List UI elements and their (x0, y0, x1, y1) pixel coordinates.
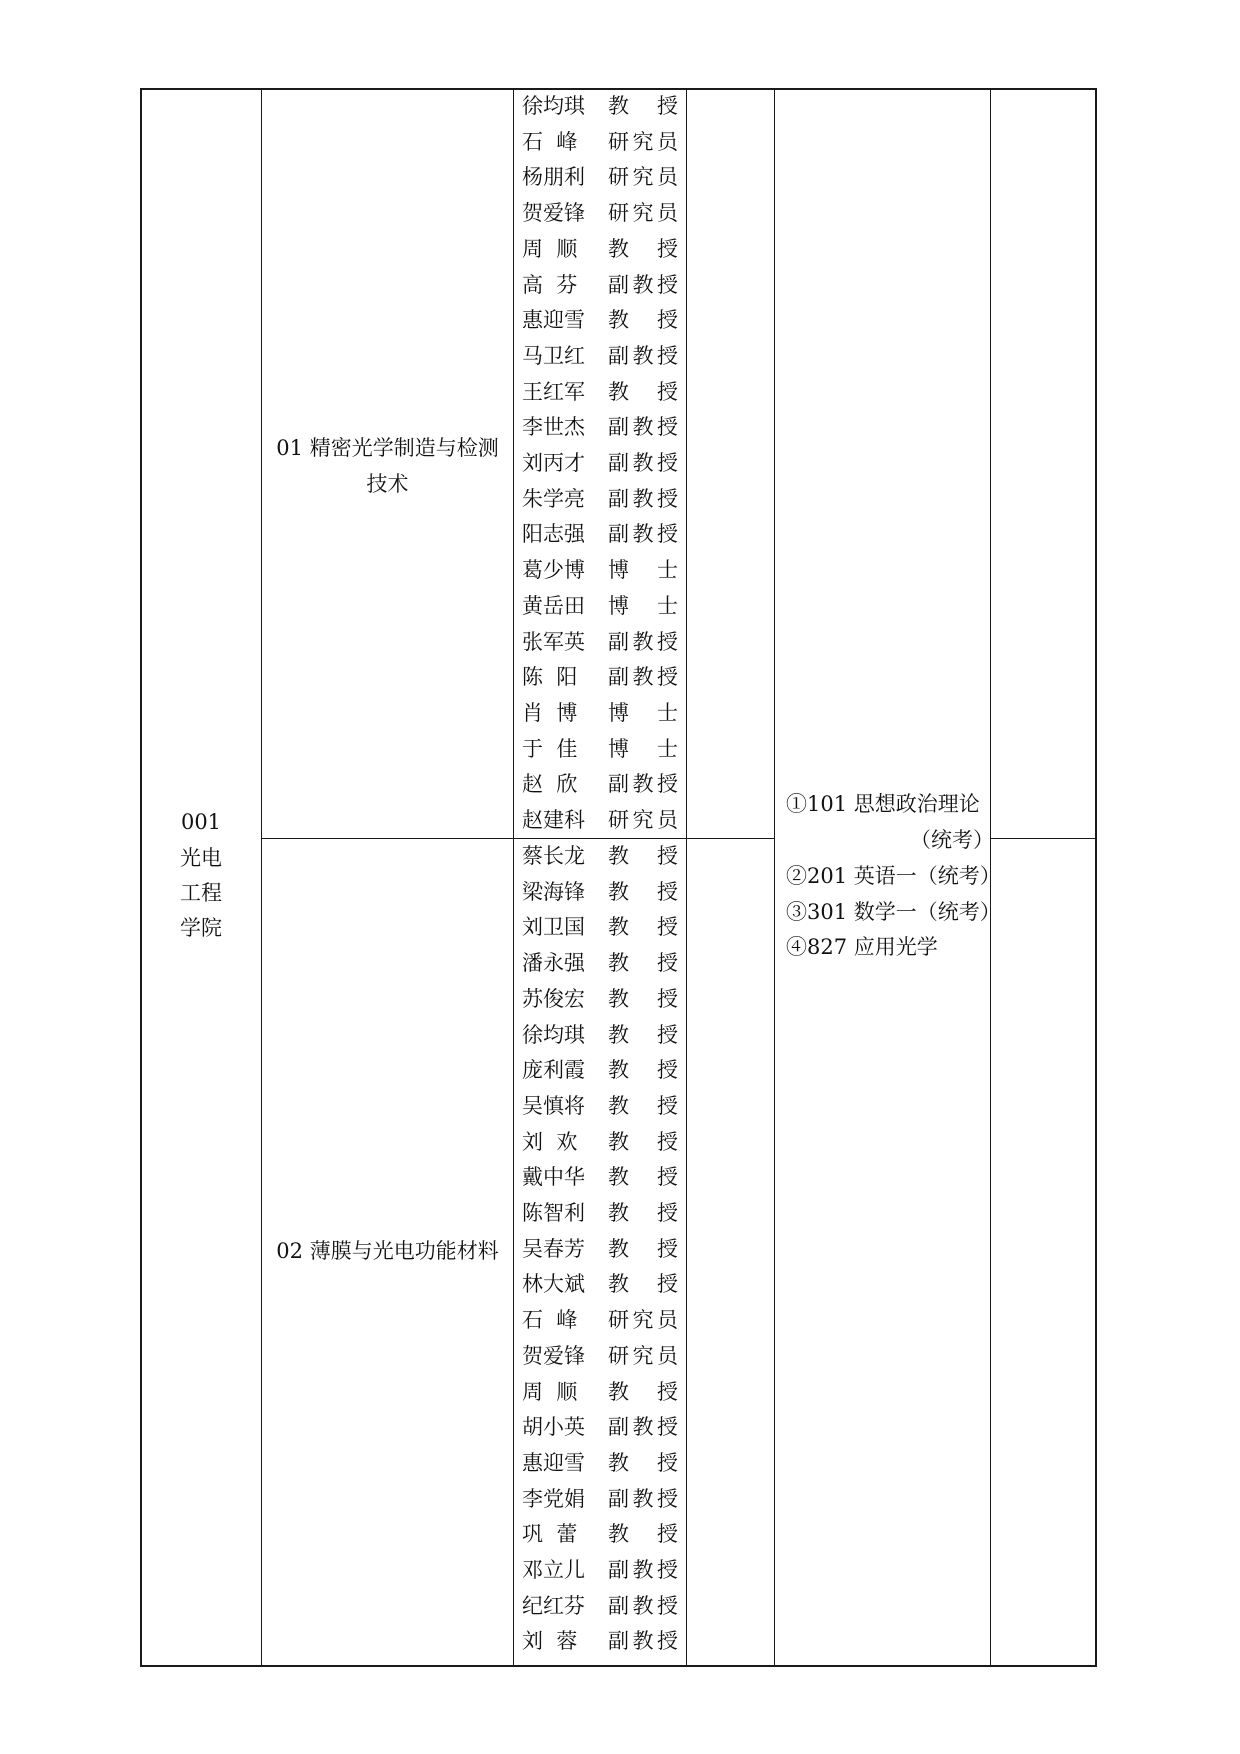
supervisor-title: 博 士 (608, 558, 678, 582)
supervisor-name: 庞利霞 (522, 1058, 585, 1082)
column-divider-1 (261, 88, 262, 1667)
supervisor-name: 惠迎雪 (522, 1451, 585, 1475)
supervisor-title: 博 士 (608, 737, 678, 761)
supervisor-title: 教 授 (608, 844, 678, 868)
supervisor-title: 研究员 (608, 130, 678, 154)
supervisor-title: 研究员 (608, 165, 678, 189)
exam-subject: （统考） (910, 828, 994, 852)
supervisor-name: 石 峰 (522, 130, 578, 154)
exam-subject: ③301 数学一（统考） (786, 900, 1001, 924)
supervisor-title: 教 授 (608, 237, 678, 261)
supervisor-title: 研究员 (608, 1308, 678, 1332)
supervisor-title: 副教授 (608, 344, 678, 368)
supervisor-name: 陈智利 (522, 1201, 585, 1225)
supervisor-title: 教 授 (608, 1380, 678, 1404)
supervisor-name: 贺爱锋 (522, 201, 585, 225)
exam-subject: ④827 应用光学 (786, 935, 938, 959)
supervisor-title: 教 授 (608, 1165, 678, 1189)
supervisor-name: 周 顺 (522, 237, 578, 261)
supervisor-name: 刘 欢 (522, 1130, 578, 1154)
direction-divider-left (261, 838, 775, 839)
supervisor-title: 教 授 (608, 1201, 678, 1225)
supervisor-title: 教 授 (608, 951, 678, 975)
supervisor-name: 朱学亮 (522, 487, 585, 511)
column-divider-4 (774, 88, 775, 1667)
department-name-line: 工程 (180, 881, 222, 905)
supervisor-title: 教 授 (608, 1522, 678, 1546)
supervisor-name: 林大斌 (522, 1272, 585, 1296)
supervisor-title: 教 授 (608, 1451, 678, 1475)
supervisor-name: 陈 阳 (522, 665, 578, 689)
supervisor-name: 徐均琪 (522, 1023, 585, 1047)
supervisor-name: 苏俊宏 (522, 987, 585, 1011)
supervisor-title: 教 授 (608, 94, 678, 118)
supervisor-title: 教 授 (608, 1130, 678, 1154)
supervisor-title: 教 授 (608, 1272, 678, 1296)
supervisor-title: 教 授 (608, 1023, 678, 1047)
supervisor-name: 惠迎雪 (522, 308, 585, 332)
supervisor-name: 石 峰 (522, 1308, 578, 1332)
supervisor-title: 副教授 (608, 522, 678, 546)
supervisor-name: 吴春芳 (522, 1237, 585, 1261)
supervisor-title: 教 授 (608, 380, 678, 404)
supervisor-name: 李党娟 (522, 1487, 585, 1511)
supervisor-title: 副教授 (608, 1594, 678, 1618)
supervisor-name: 杨朋利 (522, 165, 585, 189)
supervisor-name: 于 佳 (522, 737, 578, 761)
exam-subject: ①101 思想政治理论 (786, 792, 980, 816)
supervisor-name: 葛少博 (522, 558, 585, 582)
supervisor-title: 副教授 (608, 451, 678, 475)
supervisor-name: 刘丙才 (522, 451, 585, 475)
exam-subject: ②201 英语一（统考） (786, 864, 1001, 888)
supervisor-name: 李世杰 (522, 415, 585, 439)
supervisor-title: 博 士 (608, 594, 678, 618)
supervisor-title: 副教授 (608, 1487, 678, 1511)
supervisor-name: 戴中华 (522, 1165, 585, 1189)
direction-label: 01 精密光学制造与检测 (276, 436, 499, 460)
supervisor-name: 贺爱锋 (522, 1344, 585, 1368)
supervisor-name: 吴慎将 (522, 1094, 585, 1118)
direction-label: 02 薄膜与光电功能材料 (276, 1239, 499, 1263)
supervisor-name: 刘卫国 (522, 915, 585, 939)
direction-label: 技术 (366, 472, 409, 496)
supervisor-name: 黄岳田 (522, 594, 585, 618)
supervisor-title: 副教授 (608, 273, 678, 297)
supervisor-name: 王红军 (522, 380, 585, 404)
supervisor-name: 高 芬 (522, 273, 578, 297)
supervisor-title: 副教授 (608, 1415, 678, 1439)
supervisor-title: 教 授 (608, 880, 678, 904)
supervisor-title: 教 授 (608, 915, 678, 939)
supervisor-name: 赵 欣 (522, 772, 578, 796)
supervisor-name: 周 顺 (522, 1380, 578, 1404)
supervisor-title: 教 授 (608, 987, 678, 1011)
supervisor-title: 教 授 (608, 1094, 678, 1118)
supervisor-title: 副教授 (608, 630, 678, 654)
supervisor-title: 研究员 (608, 808, 678, 832)
department-code: 001 (180, 810, 222, 834)
department-name-line: 学院 (180, 916, 222, 940)
supervisor-title: 副教授 (608, 1629, 678, 1653)
supervisor-title: 教 授 (608, 1237, 678, 1261)
supervisor-title: 博 士 (608, 701, 678, 725)
column-divider-2 (513, 88, 514, 1667)
supervisor-title: 研究员 (608, 201, 678, 225)
supervisor-name: 刘 蓉 (522, 1629, 578, 1653)
table-top-border (140, 88, 1096, 90)
supervisor-name: 马卫红 (522, 344, 585, 368)
supervisor-title: 副教授 (608, 1558, 678, 1582)
supervisor-name: 梁海锋 (522, 880, 585, 904)
supervisor-name: 肖 博 (522, 701, 578, 725)
supervisor-title: 副教授 (608, 415, 678, 439)
supervisor-title: 教 授 (608, 308, 678, 332)
supervisor-name: 潘永强 (522, 951, 585, 975)
supervisor-name: 蔡长龙 (522, 844, 585, 868)
supervisor-title: 副教授 (608, 487, 678, 511)
supervisor-title: 副教授 (608, 772, 678, 796)
table-left-border (140, 88, 142, 1667)
direction-divider-right (990, 838, 1096, 839)
supervisor-name: 徐均琪 (522, 94, 585, 118)
table-bottom-border (140, 1665, 1096, 1667)
supervisor-title: 教 授 (608, 1058, 678, 1082)
supervisor-name: 巩 蕾 (522, 1522, 578, 1546)
department-name-line: 光电 (180, 846, 222, 870)
supervisor-title: 研究员 (608, 1344, 678, 1368)
supervisor-name: 赵建科 (522, 808, 585, 832)
supervisor-name: 张军英 (522, 630, 585, 654)
supervisor-name: 胡小英 (522, 1415, 585, 1439)
column-divider-3 (686, 88, 687, 1667)
supervisor-name: 阳志强 (522, 522, 585, 546)
supervisor-name: 邓立儿 (522, 1558, 585, 1582)
supervisor-name: 纪红芬 (522, 1594, 585, 1618)
supervisor-title: 副教授 (608, 665, 678, 689)
table-right-border (1095, 88, 1097, 1667)
